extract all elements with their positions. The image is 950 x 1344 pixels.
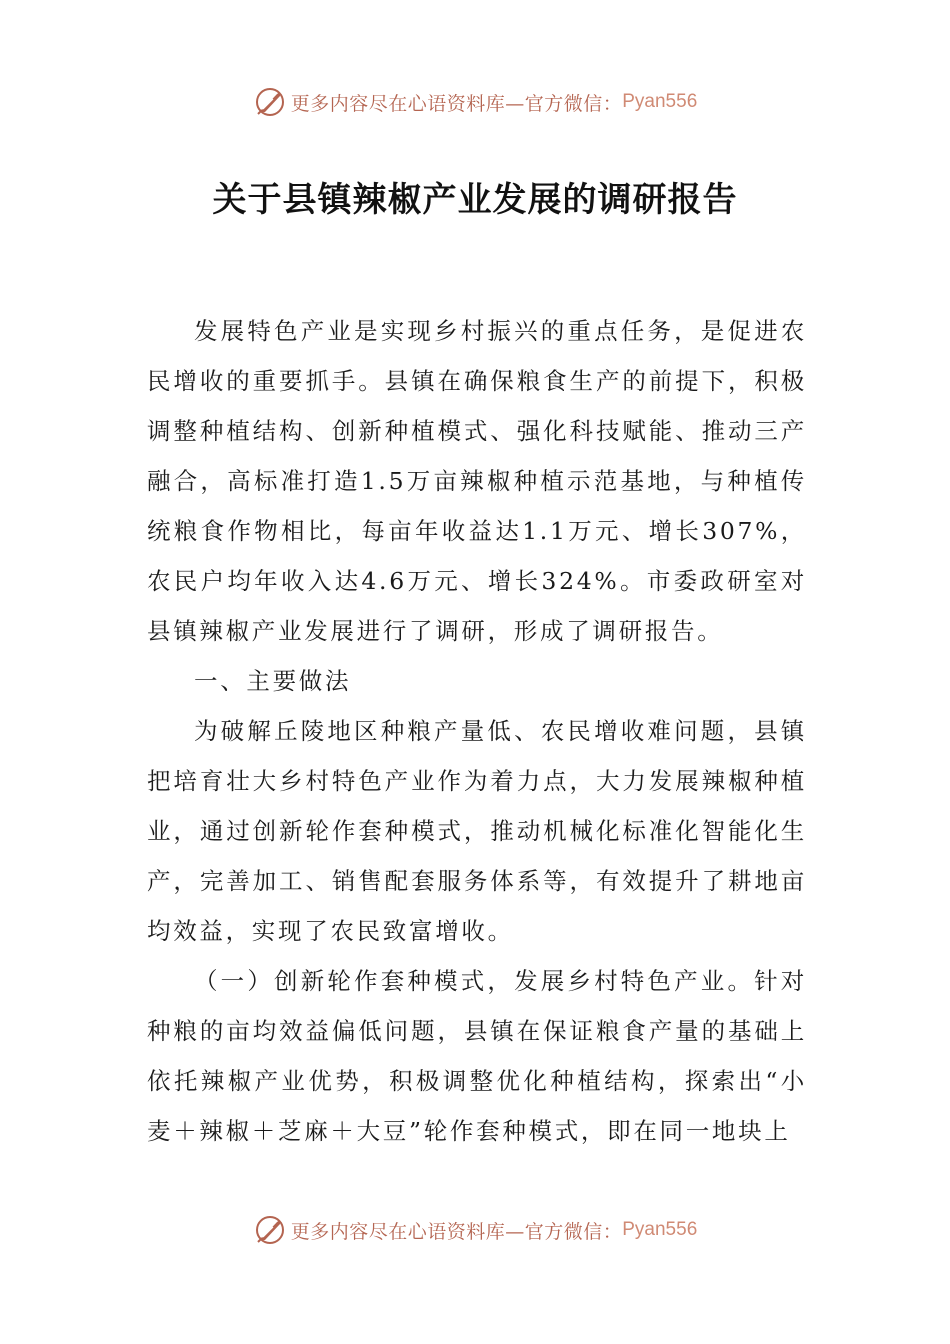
header-watermark <box>0 82 950 122</box>
document-title: 关于县镇辣椒产业发展的调研报告 <box>212 180 738 220</box>
watermark-text: 更多内容尽在心语资料库—官方微信： <box>290 92 623 115</box>
pen-feather-logo-icon <box>253 85 287 119</box>
section-heading-main-practices: 一、主要做法 <box>194 667 352 695</box>
footer-watermark <box>0 1210 950 1250</box>
watermark-handle: Pyan556 <box>622 91 698 112</box>
watermark-handle: Pyan556 <box>622 1219 698 1240</box>
section-paragraph: 为破解丘陵地区种粮产量低、农民增收难问题，县镇把培育壮大乡村特色产业作为着力点，大力发展辣椒种植业，通过创新轮作套种模式，推动机械化标准化智能化生产，完善加工、销售配套服务体系等，有效提升了耕地亩均效益，实现了农民致富增收。 <box>147 717 807 945</box>
watermark-text: 更多内容尽在心语资料库—官方微信： <box>290 1220 623 1243</box>
document-body <box>147 306 807 1156</box>
pen-feather-logo-icon <box>253 1213 287 1247</box>
intro-paragraph: 发展特色产业是实现乡村振兴的重点任务，是促进农民增收的重要抓手。县镇在确保粮食生产的前提下，积极调整种植结构、创新种植模式、强化科技赋能、推动三产融合，高标准打造1.5万亩辣椒种植示范基地，与种植传统粮食作物相比，每亩年收益达1.1万元、增长307%，农民户均年收入达4.6万元、增长324%。市委政研室对县镇辣椒产业发展进行了调研，形成了调研报告。 <box>147 317 807 645</box>
subsection-paragraph-rotation: （一）创新轮作套种模式，发展乡村特色产业。针对种粮的亩均效益偏低问题，县镇在保证粮食产量的基础上依托辣椒产业优势，积极调整优化种植结构，探索出“小麦＋辣椒＋芝麻＋大豆”轮作套种模式，即在同一地块上 <box>147 967 807 1145</box>
